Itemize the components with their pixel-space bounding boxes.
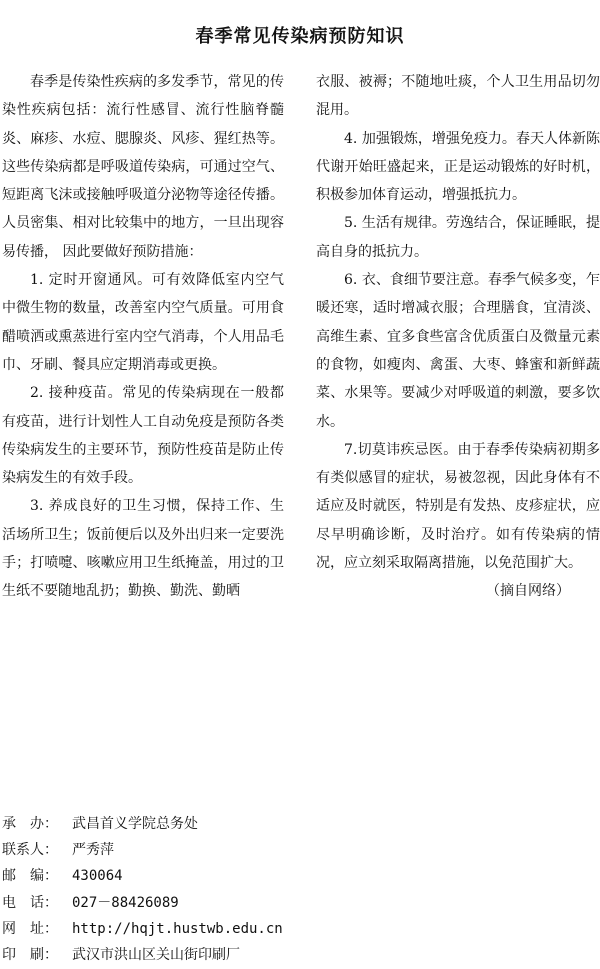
organizer-label: 承 办： xyxy=(2,816,58,832)
article-title: 春季常见传染病预防知识 xyxy=(195,26,405,47)
website-value: http://hqjt.hustwb.edu.cn xyxy=(72,920,283,937)
organizer-row xyxy=(2,811,283,837)
phone-value: 027－88426089 xyxy=(72,894,179,911)
contact-value: 严秀萍 xyxy=(72,842,114,859)
intro-paragraph: 春季是传染性疾病的多发季节，常见的传染性疾病包括：流行性感冒、流行性脑脊髓炎、麻疹、水痘、腮腺炎、风疹、猩红热等。这些传染病都是呼吸道传染病，可通过空气、短距离飞沫或接触呼吸道分泌物等途径传播。人员密集、相对比较集中的地方，一旦出现容易传播， 因此要做好预防措施： xyxy=(2,74,284,260)
postcode-label: 邮 编： xyxy=(2,868,58,885)
tip-1-paragraph: 1. 定时开窗通风。可有效降低室内空气中微生物的数量，改善室内空气质量。可用食醋喷洒或熏蒸进行室内空气消毒，个人用品毛巾、牙刷、餐具应定期消毒或更换。 xyxy=(2,272,284,373)
phone-label: 电 话： xyxy=(2,894,58,911)
printer-label: 印 刷： xyxy=(2,947,58,964)
tip-7-text: 7.切莫讳疾忌医。由于春季传染病初期多有类似感冒的症状，易被忽视，因此身体有不适应及时就医，特别是有发热、皮疹症状，应尽早明确诊断，及时治疗。如有传染病的情况，应立刻采取隔离措施，以免范围扩大。 xyxy=(316,441,600,572)
printer-value: 武汉市洪山区关山街印刷厂 xyxy=(72,947,240,964)
website-label: 网 址： xyxy=(2,920,58,937)
tip-3-paragraph: 3. 养成良好的卫生习惯，保持工作、生活场所卫生；饭前便后以及外出归来一定要洗手；打喷嚏、咳嗽应用卫生纸掩盖，用过的卫生纸不要随地乱扔；勤换、勤洗、勤晒 xyxy=(2,498,284,600)
source-note: （摘自网络） xyxy=(486,583,570,600)
tip-2-paragraph: 2. 接种疫苗。常见的传染病现在一般都有疫苗，进行计划性人工自动免疫是预防各类传染病发生的主要环节，预防性疫苗是防止传染病发生的有效手段。 xyxy=(2,385,284,487)
tip-5-paragraph: 5. 生活有规律。劳逸结合，保证睡眠，提高自身的抵抗力。 xyxy=(316,215,600,260)
contact-row xyxy=(2,837,283,863)
tip-7-paragraph xyxy=(316,436,600,600)
postcode-row xyxy=(2,863,283,889)
tip-3-continuation: 衣服、被褥；不随地吐痰，个人卫生用品切勿混用。 xyxy=(316,74,600,119)
article-left-column xyxy=(2,68,284,606)
tip-4-paragraph: 4. 加强锻炼，增强免疫力。春天人体新陈代谢开始旺盛起来，正是运动锻炼的好时机，积极参加体育运动，增强抵抗力。 xyxy=(316,130,600,204)
article-right-column xyxy=(316,68,600,606)
postcode-value: 430064 xyxy=(72,868,123,885)
website-row xyxy=(2,916,283,942)
organizer-value: 武昌首义学院总务处 xyxy=(72,816,198,832)
tip-6-paragraph: 6. 衣、食细节要注意。春季气候多变，乍暖还寒，适时增减衣服；合理膳食，宜清淡、高维生素、宜多食些富含优质蛋白及微量元素的食物，如瘦肉、禽蛋、大枣、蜂蜜和新鲜蔬菜、水果等。要减少对呼吸道的刺激，要多饮水。 xyxy=(316,272,600,430)
phone-row xyxy=(2,890,283,916)
contact-label: 联系人： xyxy=(2,842,58,859)
printer-row xyxy=(2,942,283,968)
publication-info xyxy=(2,811,283,968)
